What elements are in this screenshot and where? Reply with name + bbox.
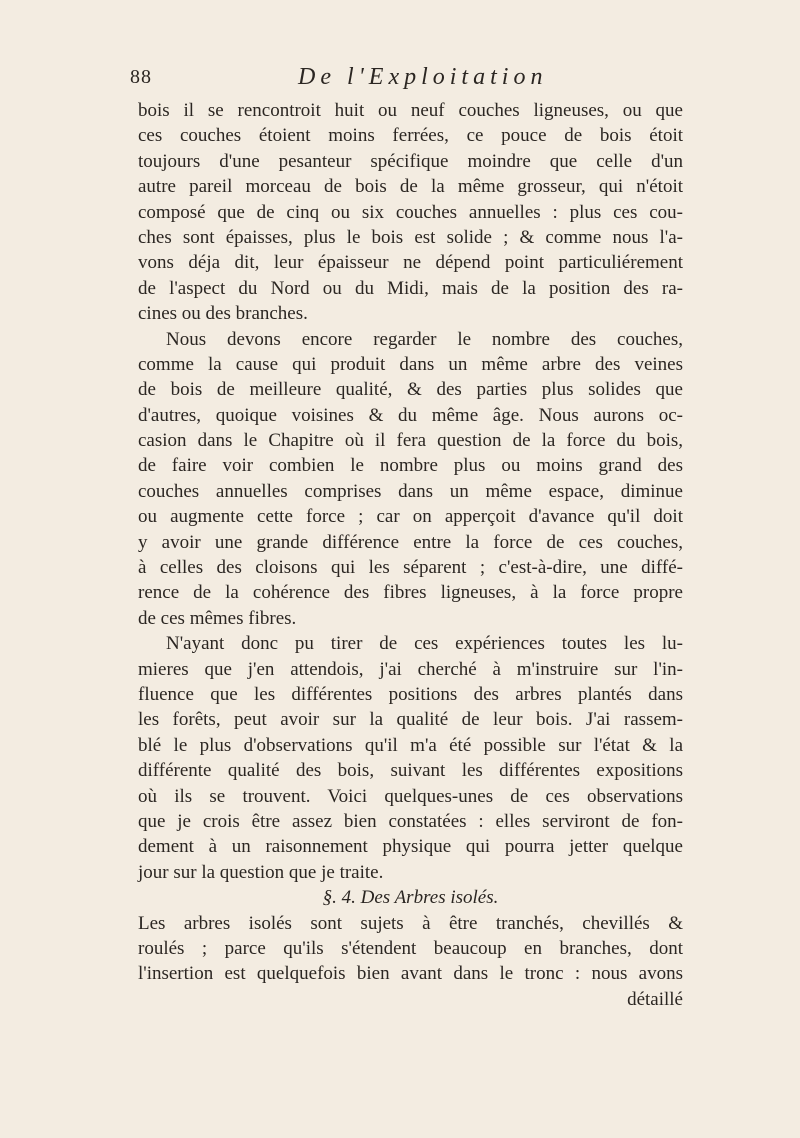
text-line: N'ayant donc pu tirer de ces expériences toutes les lu- [166, 633, 683, 655]
text-line: à celles des cloisons qui les séparent ; c'est-à-dire, une diffé- [138, 557, 683, 579]
text-line: composé que de cinq ou six couches annuelles : plus ces cou- [138, 201, 683, 223]
text-line: les forêts, peut avoir sur la qualité de leur bois. J'ai rassem- [138, 709, 683, 731]
text-line: fluence que les différentes positions des arbres plantés dans [138, 683, 683, 705]
body-text [138, 98, 683, 1012]
text-line: blé le plus d'observations qu'il m'a été possible sur l'état & la [138, 734, 683, 756]
text-line: mieres que j'en attendois, j'ai cherché à m'instruire sur l'in- [138, 658, 683, 680]
text-line: Les arbres isolés sont sujets à être tranchés, chevillés & [138, 912, 683, 934]
text-line: dement à un raisonnement physique qui pourra jetter quelque [138, 836, 683, 858]
text-line: détaillé [627, 988, 683, 1010]
text-line: ches sont épaisses, plus le bois est solide ; & comme nous l'a- [138, 226, 683, 248]
text-line: roulés ; parce qu'ils s'étendent beaucoup en branches, dont [138, 937, 683, 959]
text-line: couches annuelles comprises dans un même espace, diminue [138, 480, 683, 502]
text-line: différente qualité des bois, suivant les différentes expositions [138, 760, 683, 782]
text-line: Nous devons encore regarder le nombre des couches, [166, 328, 683, 350]
running-title: De l'Exploitation [298, 64, 548, 90]
text-line: ou augmente cette force ; car on apperçoit d'avance qu'il doit [138, 506, 683, 528]
text-line: jour sur la question que je traite. [138, 861, 384, 883]
text-line: bois il se rencontroit huit ou neuf couches ligneuses, ou que [138, 100, 683, 121]
text-line: que je crois être assez bien constatées : elles serviront de fon- [138, 810, 683, 832]
text-line: d'autres, quoique voisines & du même âge. Nous aurons oc- [138, 404, 683, 426]
text-line: y avoir une grande différence entre la force de ces couches, [138, 531, 683, 553]
text-line: toujours d'une pesanteur spécifique moindre que celle d'un [138, 150, 683, 172]
text-line: autre pareil morceau de bois de la même grosseur, qui n'étoit [138, 176, 683, 198]
text-line: casion dans le Chapitre où il fera question de la force du bois, [138, 430, 683, 452]
text-line: vons déja dit, leur épaisseur ne dépend point particuliérement [138, 252, 683, 274]
page-header [130, 66, 690, 94]
text-line: l'insertion est quelquefois bien avant dans le tronc : nous avons [138, 963, 683, 985]
text-line: où ils se trouvent. Voici quelques-unes de ces observations [138, 785, 683, 807]
text-line: cines ou des branches. [138, 303, 308, 325]
text-line: de ces mêmes fibres. [138, 607, 297, 629]
text-line: ces couches étoient moins ferrées, ce pouce de bois étoit [138, 125, 683, 147]
section-heading: §. 4. Des Arbres isolés. [322, 887, 499, 909]
text-line: comme la cause qui produit dans un même arbre des veines [138, 353, 683, 375]
text-line: rence de la cohérence des fibres ligneuses, à la force propre [138, 582, 683, 604]
text-line: de l'aspect du Nord ou du Midi, mais de la position des ra- [138, 277, 683, 299]
text-line: de bois de meilleure qualité, & des parties plus solides que [138, 379, 683, 401]
page-number: 88 [130, 66, 152, 88]
text-line: de faire voir combien le nombre plus ou moins grand des [138, 455, 683, 477]
